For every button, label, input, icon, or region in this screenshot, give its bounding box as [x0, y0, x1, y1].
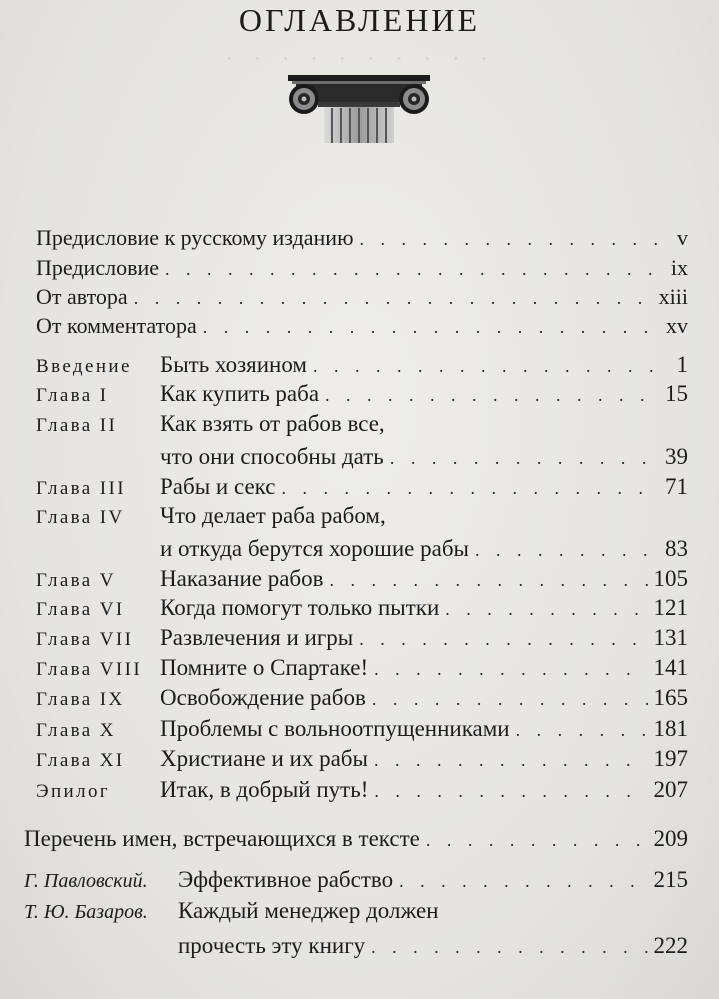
dot-leader — [372, 689, 648, 710]
toc-entry[interactable] — [36, 284, 688, 310]
toc-entry[interactable] — [36, 625, 688, 651]
toc-entry[interactable] — [36, 255, 688, 281]
entry-title: Каждый менеджер должен — [178, 898, 439, 923]
dot-leader — [374, 750, 648, 771]
dot-leader — [445, 599, 647, 620]
page-number: ix — [670, 255, 688, 280]
page-number: 197 — [653, 746, 688, 771]
chapter-label: Глава XI — [36, 750, 125, 771]
toc-entry[interactable] — [36, 716, 688, 742]
page-number: 222 — [653, 933, 688, 958]
toc-entry[interactable] — [36, 685, 688, 711]
entry-title: Что делает раба рабом, — [160, 503, 386, 528]
dot-leader — [516, 720, 648, 741]
chapter-label: Эпилог — [36, 781, 111, 802]
entry-title: Перечень имен, встречающихся в тексте — [24, 826, 420, 851]
page-number: xv — [666, 313, 688, 338]
chapter-label: Глава X — [36, 720, 116, 741]
toc-entry-continuation[interactable] — [36, 536, 688, 562]
author-label: Г. Павловский. — [24, 870, 148, 892]
toc-entry[interactable] — [24, 826, 688, 852]
entry-title: Эффективное рабство — [178, 867, 394, 892]
chapter-label: Глава VII — [36, 629, 134, 650]
dot-leader — [134, 288, 653, 309]
page-number: 209 — [653, 826, 688, 851]
dot-leader — [325, 385, 659, 406]
dot-leader — [359, 629, 647, 650]
toc-entry[interactable] — [36, 777, 688, 803]
entry-title: Быть хозяином — [160, 352, 307, 377]
toc-entry[interactable] — [24, 898, 688, 924]
dot-leader — [374, 659, 647, 680]
toc-entry[interactable] — [36, 595, 688, 621]
page-number: 165 — [653, 685, 688, 710]
page-number: 39 — [665, 444, 688, 469]
chapter-label: Глава I — [36, 385, 109, 406]
dot-leader — [426, 830, 648, 851]
entry-title: Помните о Спартаке! — [160, 655, 369, 680]
toc-entry-continuation[interactable] — [24, 933, 688, 959]
dot-leader — [374, 781, 647, 802]
page-number: 207 — [653, 777, 688, 802]
page-title: ОГЛАВЛЕНИЕ — [238, 2, 481, 38]
page-number: 181 — [653, 716, 688, 741]
toc-entry-continuation[interactable] — [36, 444, 688, 470]
page-number: 1 — [676, 352, 688, 377]
entry-title: Наказание рабов — [160, 566, 324, 591]
dot-leader — [330, 570, 648, 591]
entry-title: и откуда берутся хорошие рабы — [160, 536, 470, 561]
toc-entry[interactable] — [36, 225, 688, 251]
chapter-label: Глава IV — [36, 507, 125, 528]
entry-title: Освобождение рабов — [160, 685, 366, 710]
dot-leader — [281, 478, 659, 499]
author-label: Т. Ю. Базаров. — [24, 901, 148, 923]
entry-title: От автора — [36, 284, 128, 309]
toc-entry[interactable] — [36, 566, 688, 592]
chapter-label: Глава VI — [36, 599, 125, 620]
dot-leader — [399, 871, 647, 892]
toc-entry[interactable] — [36, 503, 688, 529]
entry-title: Как взять от рабов все, — [160, 411, 385, 436]
toc-entry[interactable] — [24, 867, 688, 893]
entry-title: Когда помогут только пытки — [160, 595, 440, 620]
toc-entry[interactable] — [36, 381, 688, 407]
page-number: 141 — [653, 655, 688, 680]
entry-title: Рабы и секс — [160, 474, 276, 499]
dot-leader — [360, 229, 671, 250]
page-number: 131 — [653, 625, 688, 650]
chapter-label: Глава IX — [36, 689, 125, 710]
entry-title: Предисловие — [36, 255, 159, 280]
chapter-label: Глава II — [36, 415, 118, 436]
chapter-label: Глава V — [36, 570, 116, 591]
dot-leader — [390, 448, 659, 469]
chapter-label: Глава III — [36, 478, 126, 499]
dot-leader — [371, 937, 647, 958]
page-number: 121 — [653, 595, 688, 620]
entry-title: Христиане и их рабы — [160, 746, 368, 771]
dot-leader — [203, 317, 660, 338]
toc-entry[interactable] — [36, 352, 688, 378]
page-number: 71 — [665, 474, 688, 499]
entry-title: Итак, в добрый путь! — [160, 777, 369, 802]
dot-leader — [475, 540, 659, 561]
page-number: 15 — [665, 381, 688, 406]
toc-entry[interactable] — [36, 411, 688, 437]
entry-title: Предисловие к русскому изданию — [36, 225, 354, 250]
toc-entry[interactable] — [36, 313, 688, 339]
page-number: 215 — [653, 867, 688, 892]
page-number: xiii — [658, 284, 688, 309]
entry-title: Проблемы с вольноотпущенниками — [160, 716, 510, 741]
bleed-through-text: · · · · · · · · · · — [224, 44, 495, 75]
dot-leader — [165, 259, 665, 280]
entry-title: От комментатора — [36, 313, 197, 338]
entry-title: Развлечения и игры — [160, 625, 354, 650]
page-number: 83 — [665, 536, 688, 561]
page-number: v — [677, 225, 688, 250]
entry-title: Как купить раба — [160, 381, 320, 406]
chapter-label: Глава VIII — [36, 659, 143, 680]
entry-title: что они способны дать — [160, 444, 384, 469]
toc-entry[interactable] — [36, 474, 688, 500]
toc-entry[interactable] — [36, 655, 688, 681]
entry-title: прочесть эту книгу — [178, 933, 366, 958]
chapter-label: Введение — [36, 356, 132, 377]
page-number: 105 — [653, 566, 688, 591]
toc-entry[interactable] — [36, 746, 688, 772]
dot-leader — [313, 356, 671, 377]
